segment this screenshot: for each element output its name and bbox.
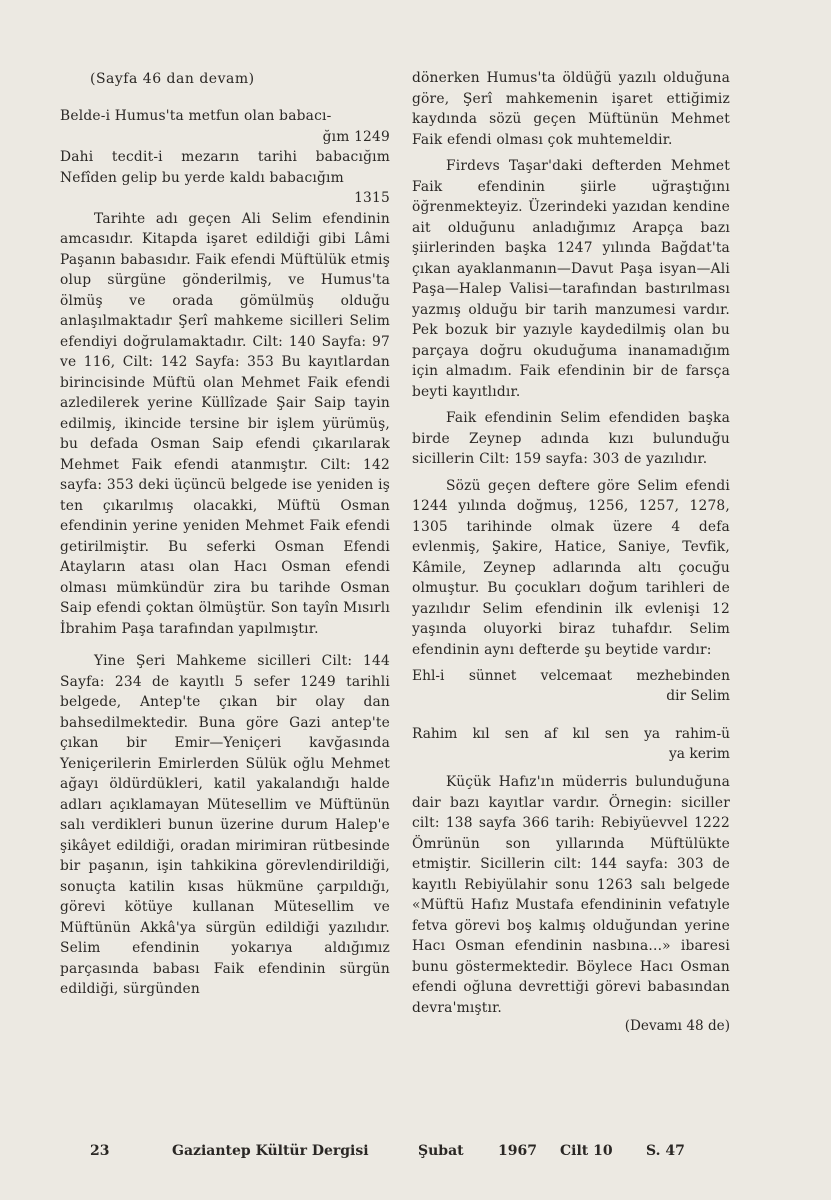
paragraph: Belde-i Humus'ta metfun olan babacı-	[60, 108, 332, 124]
paragraph: Tarihte adı geçen Ali Selim efendinin amcasıdır. Kitapda işaret edildiği gibi Lâmi Paşanın babasıdır. Faik efendi Müftülük etmiş olup sürgüne gönderilmiş, ve Humus'ta ölmüş ve orada gömülmüş olduğu anlaşılmaktadır Şerî mahkeme sicilleri Selim efendiyi doğrulamaktadır. Cilt: 140 Sayfa: 97 ve 116, Cilt: 142 Sayfa: 353 Bu kayıtlardan birincisinde Müftü olan Mehmet Faik efendi azledilerek yerine Küllîzade Şair Saip tayin edilmiş, ikincide tersine bir işlem yürümüş, bu defada Osman Saip efendi çıkarılarak Mehmet Faik efendi atanmıştır. Cilt: 142 sayfa: 353 deki üçüncü belgede ise yeniden iş ten çıkarılmış olacakki, Müftü Osman efendinin yerine yeniden Mehmet Faik efendi getirilmiştir. Bu seferki Osman Efendi Atayların atası olan Hacı Osman efendi olması mümkündür zira bu tarihde Osman Saip efendi çoktan ölmüştür. Son tayîn Mısırlı İbrahim Paşa tarafından yapılmıştır.	[60, 210, 390, 637]
paragraph: Sözü geçen deftere göre Selim efendi 1244 yılında doğmuş, 1256, 1257, 1278, 1305 tarihinde olmak üzere 4 defa evlenmiş, Şakire, Hatice, Saniye, Tevfik, Kâmile, Zeynep adlarında altı çocuğu olmuştur. Bu çocukları doğum tarihleri de yazılıdır Selim efendinin ilk evlenişi 12 yaşında oluyorki biraz tuhafdır. Selim efendinin aynı defterde şu beytide vardır:	[412, 477, 730, 658]
paragraph: dönerken Humus'ta öldüğü yazılı olduğuna göre, Şerî mahkemenin işaret ettiğimiz kaydında sözü geçen Müftünün Mehmet Faik efendi olması çok muhtemeldir.	[412, 70, 730, 148]
left-column	[60, 68, 390, 1006]
page-number: 23	[90, 1143, 110, 1159]
date-line: 1315	[354, 190, 390, 206]
paragraph: Dahi tecdit-i mezarın tarihi babacığım Nefîden gelip bu yerde kaldı babacığım	[60, 149, 390, 186]
continued-to-note: (Devamı 48 de)	[624, 1018, 730, 1034]
right-column	[412, 68, 730, 1036]
paragraph: Faik efendinin Selim efendiden başka birde Zeynep adında kızı bulunduğu sicillerin Cilt: 159 sayfa: 303 de yazılıdır.	[412, 410, 730, 467]
couplet-line: ya kerim	[668, 746, 730, 762]
continued-from-note: (Sayfa 46 dan devam)	[90, 71, 255, 87]
issue-month: Şubat	[418, 1143, 464, 1159]
paragraph: Küçük Hafız'ın müderris bulunduğuna dair bazı kayıtlar vardır. Örnegin: siciller cilt: 138 sayfa 366 tarih: Rebiyüevvel 1222 Ömrünün son yıllarında Müftülükte etmiştir. Sicillerin cilt: 144 sayfa: 303 de kayıtlı Rebiyülahir sonu 1263 salı belgede «Müftü Hafız Mustafa efendininin vefatıyle fetva görevi boş kalmış olduğundan yerine Hacı Osman efendinin nasbına...» ibaresi bunu göstermektedir. Böylece Hacı Osman efendi oğluna devrettiği görevi babasından devra'mıştır.	[412, 774, 730, 1016]
couplet-line: Ehl-i sünnet velcemaat mezhebinden	[412, 668, 730, 684]
issue-number: S. 47	[646, 1143, 685, 1159]
page-footer	[90, 1143, 730, 1167]
couplet	[412, 666, 730, 764]
couplet-line: Rahim kıl sen af kıl sen ya rahim-ü	[412, 726, 730, 742]
paragraph: Firdevs Taşar'daki defterden Mehmet Faik efendinin şiirle uğraştığını öğrenmekteyiz. Üzerindeki yazıdan kendine ait olduğunu anladığımız Arapça bazı şiirlerinden başka 1247 yılında Bağdat'ta çıkan ayaklanmanın—Davut Paşa isyan—Ali Paşa—Halep Valisi—tarafından bastırılması yazmış olduğu bir tarih manzumesi vardır. Pek bozuk bir yazıyle kaydedilmiş olan bu parçaya doğru okuduğuma inanamadığım için almadım. Faik efendinin bir de farsça beyti kayıtlıdır.	[412, 158, 730, 400]
magazine-name: Gaziantep Kültür Dergisi	[172, 1143, 369, 1159]
date-line: ğım 1249	[322, 128, 390, 145]
issue-year: 1967	[498, 1143, 537, 1159]
paragraph: Yine Şeri Mahkeme sicilleri Cilt: 144 Sayfa: 234 de kayıtlı 5 sefer 1249 tarihli belgede, Antep'te çıkan bir olay dan bahsedilmektedir. Buna göre Gazi antep'te çıkan bir Emir—Yeniçeri kavğasında Yeniçerilerin Emirlerden Sülük oğlu Mehmet ağayı öldürdükleri, katil yakalandığı halde adları açıklamayan Mütesellim ve Müftünün salı verdikleri bunun üzerine durum Halep'e şikâyet edildiği, oradan mirimiran rütbesinde bir paşanın, işin tahkikina görevlendirildiği, sonuçta katilin kısas hükmüne çarpıldığı, görevi kötüye kullanan Mütesellim ve Müftünün Akkâ'ya sürgün edildiği yazılıdır. Selim efendinin yokarıya aldığımız parçasında babası Faik efendinin sürgün edildiği, sürgünden	[60, 653, 390, 997]
issue-volume: Cilt 10	[560, 1143, 613, 1159]
couplet-line: dir Selim	[666, 688, 730, 704]
